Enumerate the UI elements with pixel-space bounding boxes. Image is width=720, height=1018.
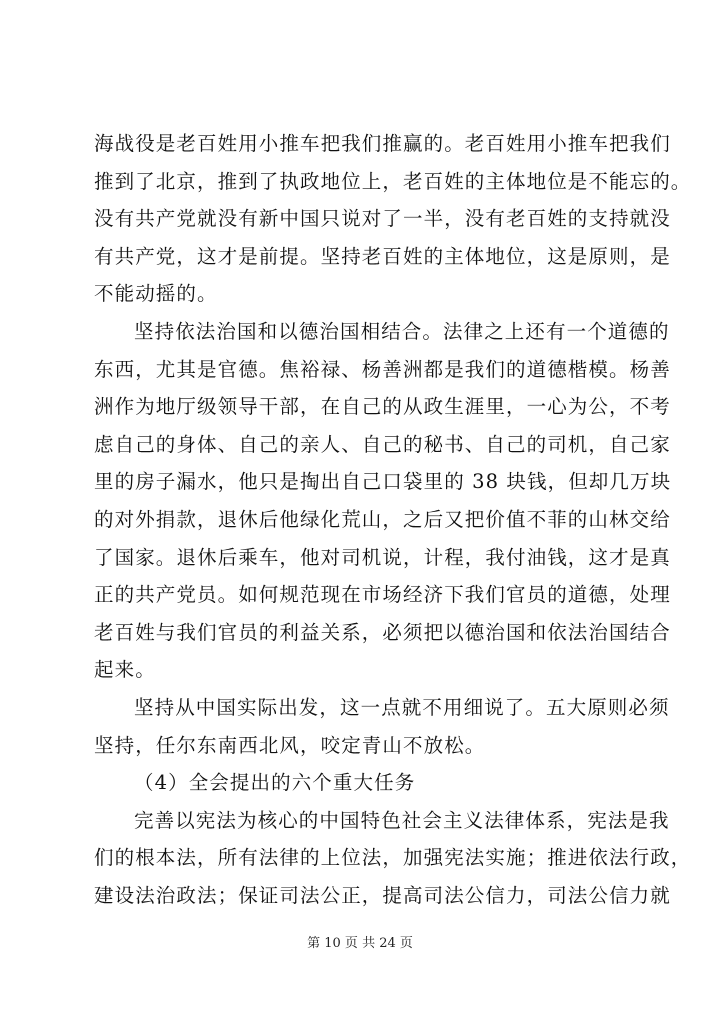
text-line: 起来。 [94, 658, 156, 682]
text-line: 的对外捐款，退休后他绿化荒山，之后又把价值不菲的山林交给 [94, 508, 671, 531]
page-number-footer: 第 10 页 共 24 页 [307, 936, 413, 951]
text-line: 东西，尤其是官德。焦裕禄、杨善洲都是我们的道德楷模。杨善 [94, 357, 671, 381]
paragraph-start-line: 完善以宪法为核心的中国特色社会主义法律体系，宪法是我 [134, 808, 670, 832]
text-line: 们的根本法，所有法律的上位法，加强宪法实施；推进依法行政， [94, 846, 692, 870]
paragraph-start-line: 坚持从中国实际出发，这一点就不用细说了。五大原则必须 [134, 696, 670, 719]
text-line: 没有共产党就没有新中国只说对了一半，没有老百姓的支持就没 [94, 207, 671, 231]
section-heading: （4）全会提出的六个重大任务 [134, 771, 416, 795]
text-line: 推到了北京，推到了执政地位上，老百姓的主体地位是不能忘的。 [94, 169, 692, 193]
text-line: 洲作为地厅级领导干部，在自己的从政生涯里，一心为公，不考 [94, 395, 671, 419]
text-line: 正的共产党员。如何规范现在市场经济下我们官员的道德，处理 [94, 583, 671, 607]
text-line: 建设法治政法；保证司法公正，提高司法公信力，司法公信力就 [94, 884, 671, 907]
text-line: 有共产党，这才是前提。坚持老百姓的主体地位，这是原则，是 [94, 244, 671, 268]
text-line: 老百姓与我们官员的利益关系，必须把以德治国和依法治国结合 [94, 620, 671, 644]
text-line: 虑自己的身体、自己的亲人、自己的秘书、自己的司机，自己家 [94, 432, 671, 456]
text-line: 海战役是老百姓用小推车把我们推赢的。老百姓用小推车把我们 [94, 132, 671, 155]
text-line: 坚持，任尔东南西北风，咬定青山不放松。 [94, 733, 486, 757]
text-line: 了国家。退休后乘车，他对司机说，计程，我付油钱，这才是真 [94, 545, 671, 569]
text-line: 里的房子漏水，他只是掏出自己口袋里的 38 块钱，但却几万块 [94, 470, 672, 494]
paragraph-start-line: 坚持依法治国和以德治国相结合。法律之上还有一个道德的 [134, 320, 670, 343]
text-line: 不能动摇的。 [94, 282, 218, 306]
